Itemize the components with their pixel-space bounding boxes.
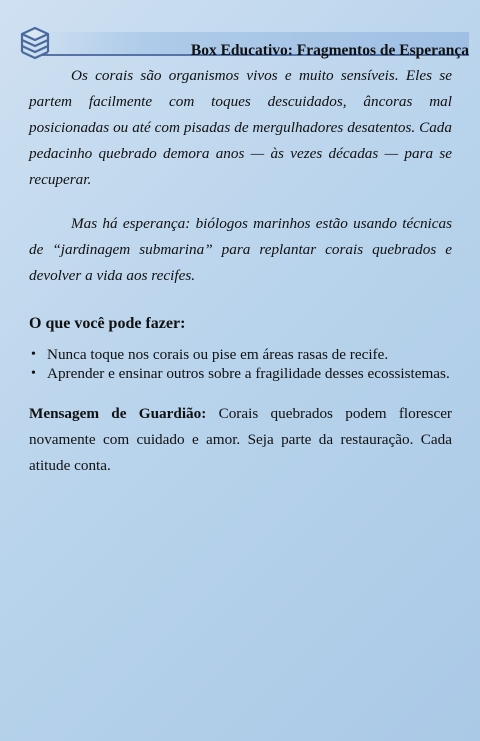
bullet-icon: • xyxy=(31,366,36,381)
guardian-message xyxy=(29,401,452,479)
list-item xyxy=(29,364,452,383)
books-stack-icon xyxy=(18,24,52,60)
actions-list xyxy=(29,345,452,383)
guardian-message-text: Corais quebrados podem florescer novamente com cuidado e amor. Seja parte da restauração. Cada atitude conta. xyxy=(29,405,452,474)
list-item xyxy=(29,345,452,364)
bullet-icon: • xyxy=(31,347,36,362)
box-content xyxy=(29,63,452,494)
guardian-message-lead: Mensagem de Guardião: xyxy=(29,405,207,422)
actions-heading: O que você pode fazer: xyxy=(29,315,186,332)
list-item-text: Aprender e ensinar outros sobre a fragilidade desses ecossistemas. xyxy=(47,365,450,382)
box-header xyxy=(12,24,469,60)
list-item-text: Nunca toque nos corais ou pise em áreas rasas de recife. xyxy=(47,346,389,363)
paragraph-intro: Os corais são organismos vivos e muito sensíveis. Eles se partem facilmente com toques descuidados, âncoras mal posicionadas ou até com pisadas de mergulhadores desatentos. Cada pedacinho quebrado demora anos — às vezes décadas — para se recuperar. xyxy=(29,67,452,188)
box-title: Box Educativo: Fragmentos de Esperança xyxy=(190,42,469,59)
header-bar xyxy=(42,32,469,59)
paragraph-hope: Mas há esperança: biólogos marinhos estão usando técnicas de “jardinagem submarina” para replantar corais quebrados e devolver a vida aos recifes. xyxy=(29,215,452,284)
